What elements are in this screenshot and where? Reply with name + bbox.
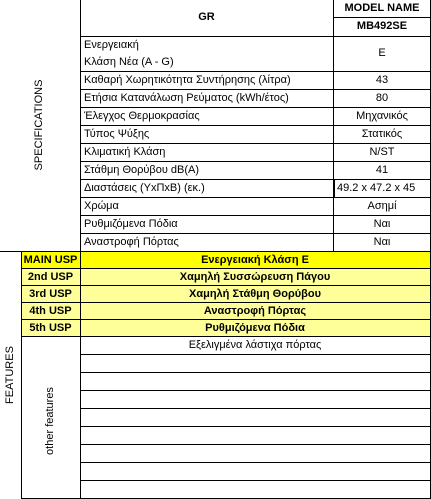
other-row-line [80, 462, 431, 463]
usp-rank-5: 5th USP [29, 322, 72, 334]
spec-label-capacity: Καθαρή Χωρητικότητα Συντήρησης (λίτρα) [84, 74, 291, 86]
spec-value-color: Ασημί [367, 200, 397, 212]
spec-label-dimensions: Διαστάσεις (ΥxΠxΒ) (εκ.) [84, 182, 205, 194]
spec-value-noise: 41 [375, 164, 389, 176]
spec-value-cooling-type: Στατικός [361, 128, 403, 140]
spec-value-capacity: 43 [375, 74, 389, 86]
other-feature-item: Εξελιγμένα λάστιχα πόρτας [188, 339, 322, 351]
other-features-label: other features [44, 387, 56, 455]
other-row-line [80, 354, 431, 355]
spec-value-door-reversal: Ναι [373, 236, 391, 248]
spec-label-temp-control: Έλεγχος Θερμοκρασίας [84, 110, 200, 122]
spec-label-energy-class: Ενεργειακή [84, 39, 139, 51]
spec-label-door-reversal: Αναστροφή Πόρτας [84, 236, 179, 248]
usp-text-5: Ρυθμιζόμενα Πόδια [205, 322, 305, 334]
usp-rank-2: 2nd USP [27, 271, 74, 283]
spec-label-consumption: Ετήσια Κατανάλωση Ρεύματος (kWh/έτος) [84, 92, 289, 104]
spec-value-climate-class: N/ST [369, 146, 395, 158]
usp-rank-main: MAIN USP [23, 254, 78, 266]
model-name-label: MODEL NAME [344, 2, 420, 14]
spec-label-color: Χρώμα [84, 200, 119, 212]
other-row-line [80, 426, 431, 427]
specifications-section-label: SPECIFICATIONS [33, 79, 45, 171]
spec-label-adjustable-feet: Ρυθμιζόμενα Πόδια [84, 218, 178, 230]
usp-text-4: Αναστροφή Πόρτας [203, 305, 307, 317]
spec-value-consumption: 80 [375, 92, 389, 104]
usp-rank-3: 3rd USP [29, 288, 72, 300]
region-label: GR [198, 11, 215, 23]
spec-label-climate-class: Κλιματική Κλάση [84, 146, 166, 158]
spec-label-energy-class-line2: Κλάση Νέα (A - G) [84, 56, 174, 68]
other-row-line [80, 390, 431, 391]
other-row-line [80, 408, 431, 409]
other-row-line [80, 444, 431, 445]
usp-text-3: Χαμηλή Στάθμη Θορύβου [189, 288, 321, 300]
other-row-line [80, 372, 431, 373]
spec-label-cooling-type: Τύπος Ψύξης [84, 128, 150, 140]
usp-rank-4: 4th USP [29, 305, 72, 317]
model-name-value: MB492SE [356, 20, 408, 32]
usp-text-main: Ενεργειακή Κλάση Ε [201, 254, 309, 266]
features-section-label: FEATURES [4, 346, 16, 404]
spec-value-adjustable-feet: Ναι [373, 218, 391, 230]
spec-value-temp-control: Μηχανικός [356, 110, 408, 122]
spec-value-dimensions: 49.2 x 47.2 x 45 [337, 182, 416, 194]
spec-value-energy-class: E [378, 47, 386, 59]
spec-label-noise: Στάθμη Θορύβου dB(A) [84, 164, 200, 176]
usp-text-2: Χαμηλή Συσσώρευση Πάγου [179, 271, 331, 283]
other-row-line [80, 480, 431, 481]
